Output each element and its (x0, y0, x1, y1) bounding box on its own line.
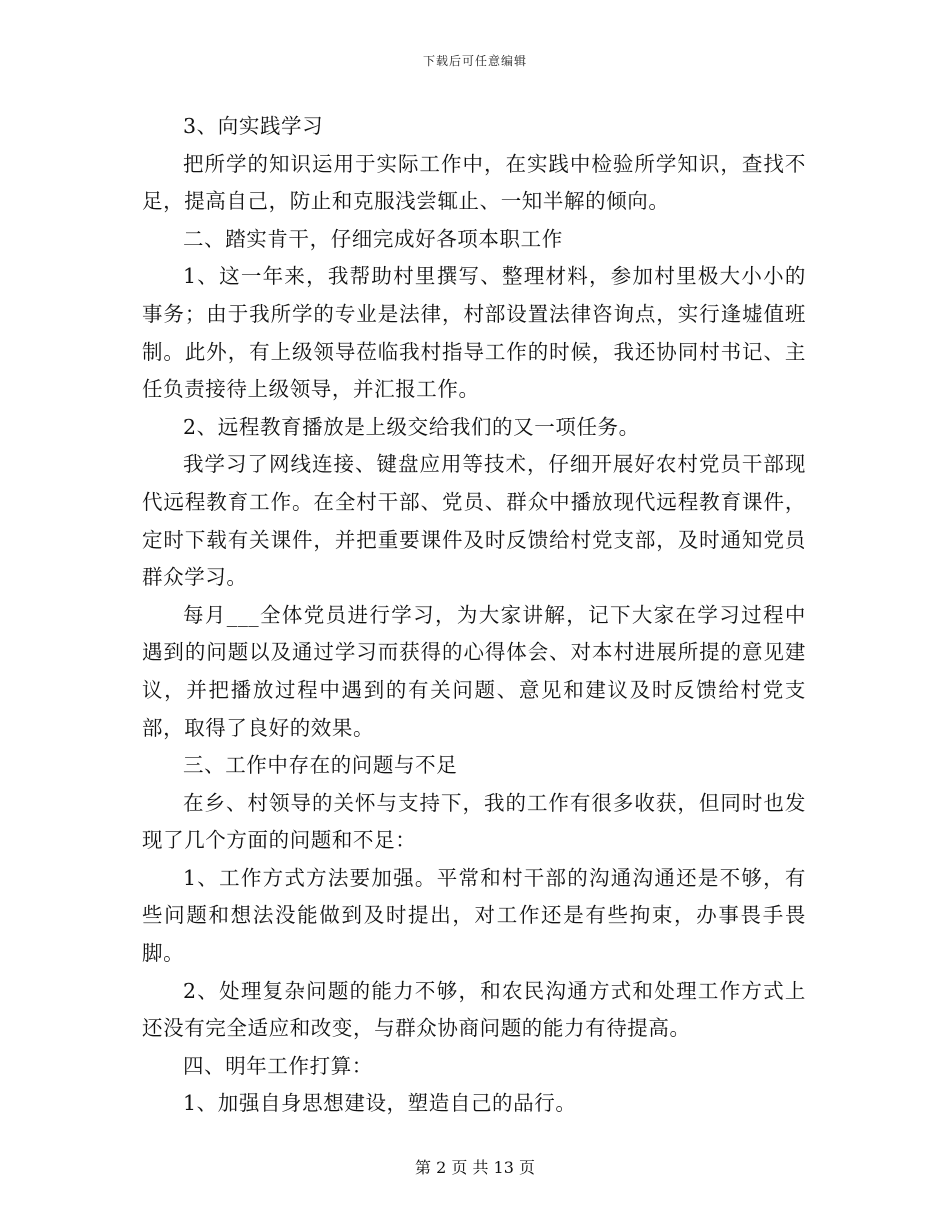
paragraph-plan-1: 1、加强自身思想建设，塑造自己的品行。 (183, 1091, 577, 1116)
paragraph-practice-body: 把所学的知识运用于实际工作中，在实践中检验所学知识，查找不足，提高自己，防止和克服浅尝辄止、一知半解的倾向。 (142, 151, 806, 214)
paragraph-problems-intro: 在乡、村领导的关怀与支持下，我的工作有很多收获，但同时也发现了几个方面的问题和不足： (142, 790, 806, 853)
page-header-note: 下载后可任意编辑 (422, 54, 527, 68)
page-number: 第 2 页 共 13 页 (415, 1158, 535, 1177)
document-body (142, 108, 806, 1123)
paragraph-problem-2: 2、处理复杂问题的能力不够，和农民沟通方式和处理工作方式上还没有完全适应和改变，与群众协商问题的能力有待提高。 (142, 978, 806, 1041)
paragraph-remote-education-heading: 2、远程教育播放是上级交给我们的又一项任务。 (183, 414, 640, 439)
section-heading-3: 三、工作中存在的问题与不足 (183, 753, 458, 778)
paragraph-village-work: 1、这一年来，我帮助村里撰写、整理材料，参加村里极大小小的事务；由于我所学的专业是法律，村部设置法律咨询点，实行逢墟值班制。此外，有上级领导莅临我村指导工作的时候，我还协同村书记、主任负责接待上级领导，并汇报工作。 (142, 264, 806, 402)
section-heading-2: 二、踏实肯干，仔细完成好各项本职工作 (183, 226, 563, 251)
paragraph-problem-1: 1、工作方式方法要加强。平常和村干部的沟通沟通还是不够，有些问题和想法没能做到及时提出，对工作还是有些拘束，办事畏手畏脚。 (142, 865, 806, 966)
paragraph-monthly-study: 每月___全体党员进行学习，为大家讲解，记下大家在学习过程中遇到的问题以及通过学习而获得的心得体会、对本村进展所提的意见建议，并把播放过程中遇到的有关问题、意见和建议及时反馈给村党支部，取得了良好的效果。 (142, 602, 806, 740)
paragraph-practice-heading: 3、向实践学习 (183, 114, 324, 138)
paragraph-remote-education-body: 我学习了网线连接、键盘应用等技术，仔细开展好农村党员干部现代远程教育工作。在全村干部、党员、群众中播放现代远程教育课件，定时下载有关课件，并把重要课件及时反馈给村党支部，及时通知党员群众学习。 (142, 452, 806, 590)
section-heading-4: 四、明年工作打算： (183, 1053, 373, 1078)
